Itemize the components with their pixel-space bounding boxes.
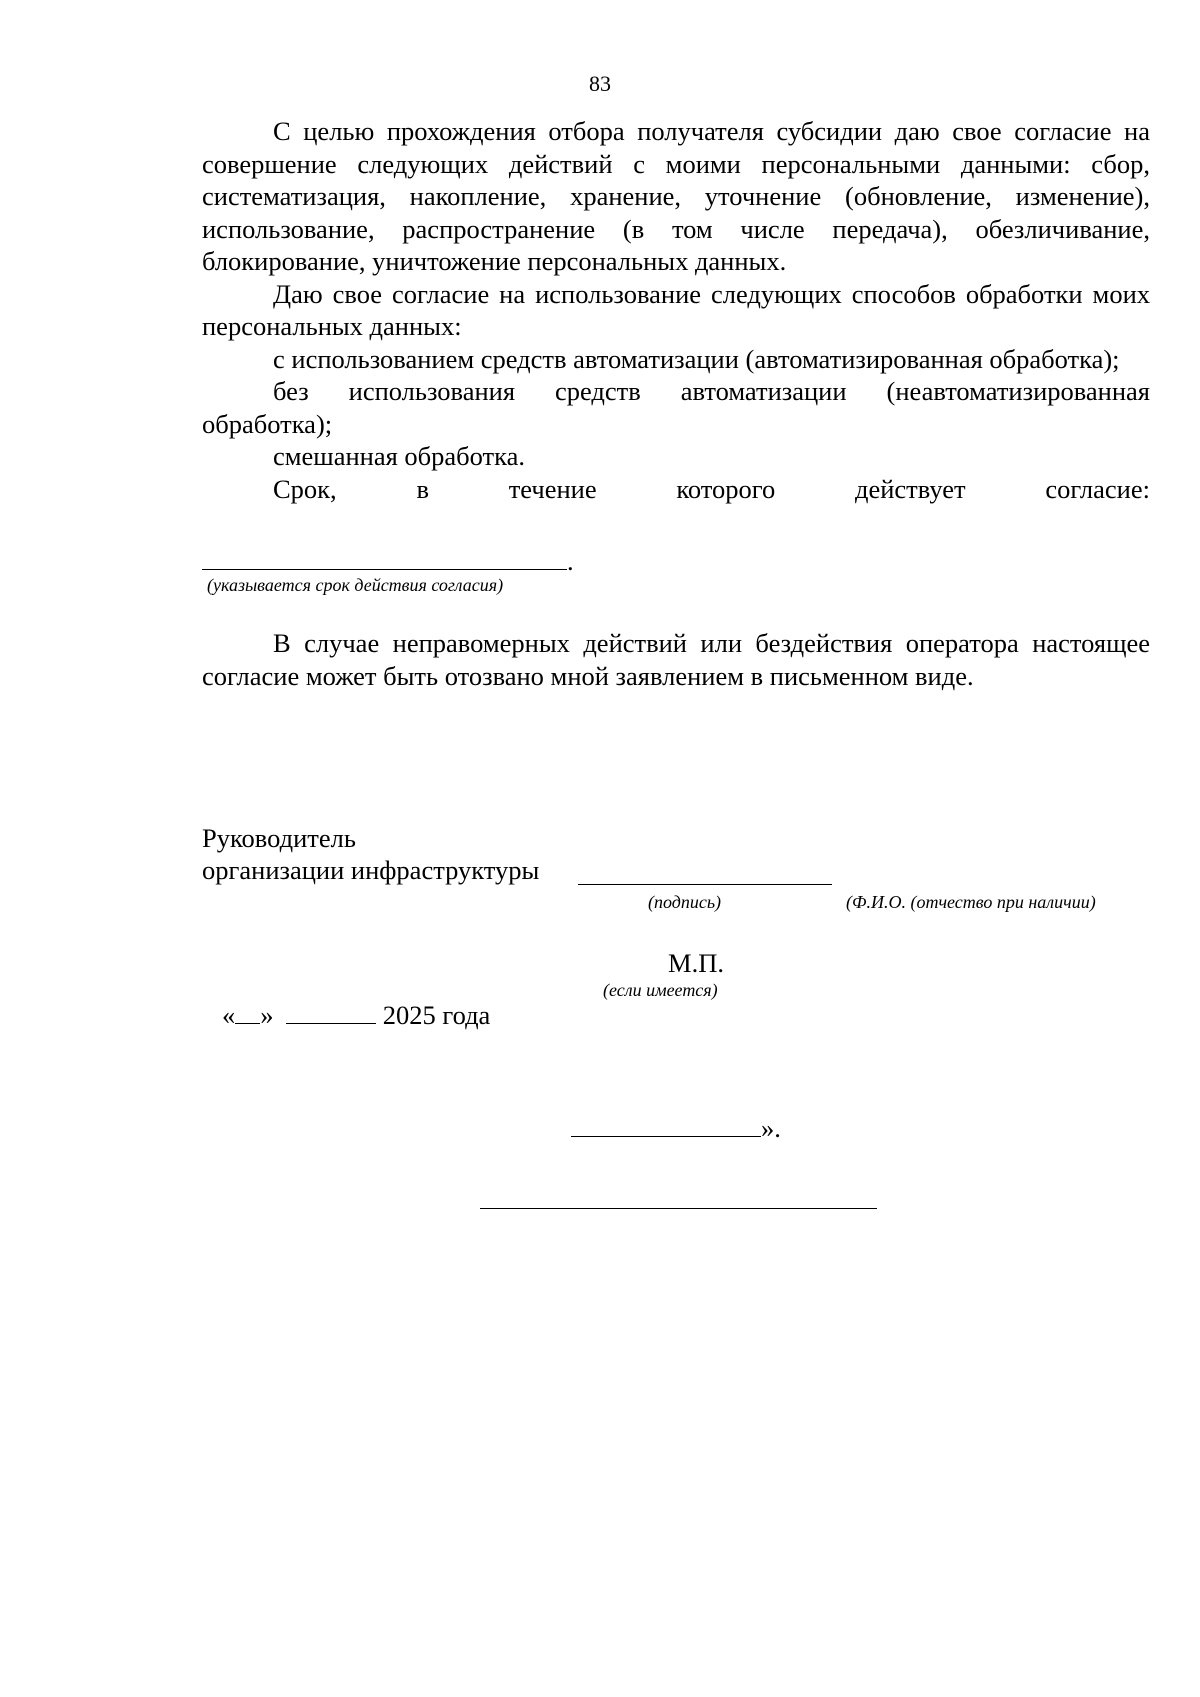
- name-hint: (Ф.И.О. (отчество при наличии): [846, 892, 1096, 912]
- term-blank-field[interactable]: [202, 549, 567, 570]
- term-word: Срок,: [273, 473, 337, 504]
- term-end-mark: .: [567, 546, 574, 576]
- date-row: [222, 1000, 490, 1031]
- closing-row: [571, 1113, 781, 1144]
- term-blank-row: [202, 546, 574, 577]
- method-manual: без использования средств автоматизации (неавтоматизированная обработка);: [202, 376, 1150, 439]
- term-line: [202, 473, 1150, 506]
- term-word: согласие:: [1045, 473, 1150, 504]
- closing-divider: [480, 1208, 877, 1209]
- term-word: в: [416, 473, 429, 504]
- paragraph-consent-methods: Даю свое согласие на использование следующих способов обработки моих персональных данных:: [202, 278, 1150, 341]
- stamp-hint: (если имеется): [603, 980, 718, 1000]
- revocation-block: [202, 627, 1150, 692]
- signatory-line-1: Руководитель: [202, 823, 356, 853]
- term-hint: (указывается срок действия согласия): [207, 575, 504, 595]
- date-month-field[interactable]: [286, 1003, 376, 1024]
- stamp-label: М.П.: [668, 948, 724, 978]
- date-day-field[interactable]: [235, 1003, 260, 1024]
- date-year: 2025 года: [382, 1000, 491, 1030]
- signature-field[interactable]: [578, 864, 832, 885]
- closing-end-mark: ».: [761, 1113, 781, 1143]
- page-number: 83: [589, 71, 611, 96]
- date-close-quote: »: [260, 1000, 274, 1030]
- term-word: действует: [854, 473, 966, 504]
- paragraph-consent-actions: С целью прохождения отбора получателя субсидии даю свое согласие на совершение следующих действий с моими персональными данными: сбор, систематизация, накопление, хранение, уточнение (обновление, изменение), использование, распространение (в том числе передача), обезличивание, блокирование, уничтожение персональных данных.: [202, 116, 1150, 276]
- document-body: [202, 115, 1150, 505]
- signatory-title: [202, 822, 539, 886]
- signature-hint: (подпись): [648, 892, 722, 912]
- signatory-line-2: организации инфраструктуры: [202, 855, 540, 885]
- term-word: которого: [676, 473, 776, 504]
- method-automated: с использованием средств автоматизации (автоматизированная обработка);: [273, 343, 1120, 374]
- date-open-quote: «: [222, 1000, 236, 1030]
- paragraph-revocation: В случае неправомерных действий или бездействия оператора настоящее согласие может быть отозвано мной заявлением в письменном виде.: [202, 628, 1150, 691]
- method-mixed: смешанная обработка.: [273, 441, 525, 471]
- term-word: течение: [508, 473, 597, 504]
- closing-blank-field[interactable]: [571, 1116, 761, 1137]
